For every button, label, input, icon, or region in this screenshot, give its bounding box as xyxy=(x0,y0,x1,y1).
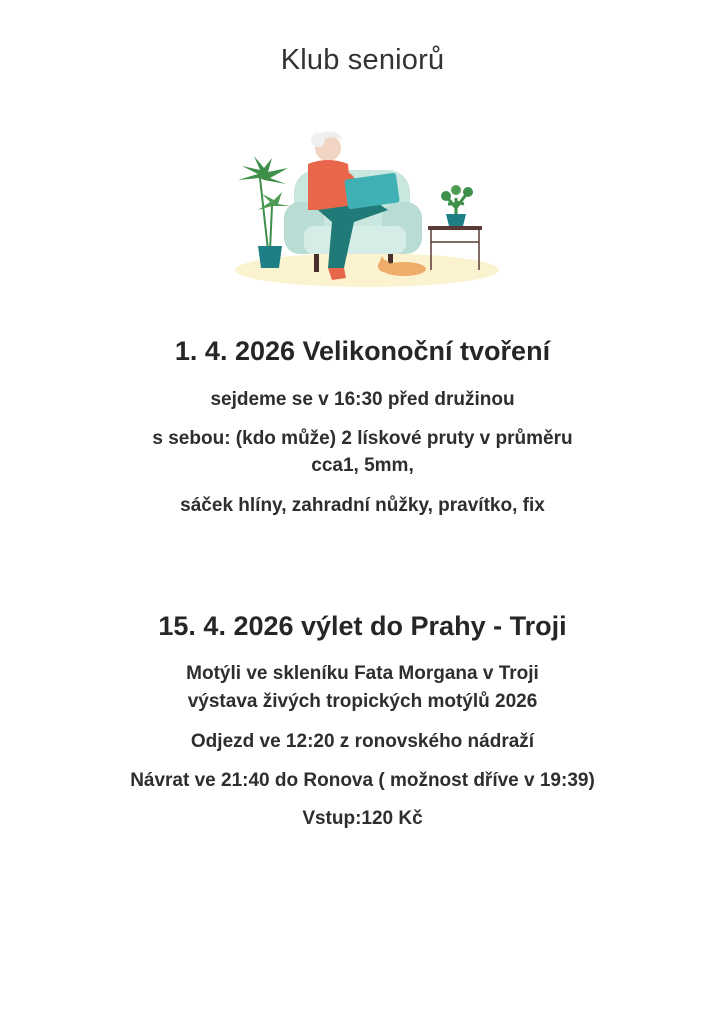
small-plant-icon xyxy=(441,185,473,226)
event1-line-supplies: sáček hlíny, zahradní nůžky, pravítko, fix xyxy=(180,495,545,516)
event2-line-admission: Vstup:120 Kč xyxy=(302,808,423,829)
event1-line-meeting: sejdeme se v 16:30 před družinou xyxy=(210,389,515,410)
event2-heading: 15. 4. 2026 výlet do Prahy - Troji xyxy=(158,611,567,641)
event2-line-return: Návrat ve 21:40 do Ronova ( možnost dříve v 19:39) xyxy=(130,770,595,791)
senior-woman-laptop-illustration xyxy=(232,118,502,290)
event1-line-diameter: cca1, 5mm, xyxy=(311,455,414,476)
tall-plant-icon xyxy=(238,156,290,268)
event2-line-exhibition: výstava živých tropických motýlů 2026 xyxy=(187,691,538,712)
page-title: Klub seniorů xyxy=(280,44,445,76)
event1-heading: 1. 4. 2026 Velikonoční tvoření xyxy=(174,336,551,366)
event1-line-bring: s sebou: (kdo může) 2 lískové pruty v průměru xyxy=(152,428,573,449)
event2-line-departure: Odjezd ve 12:20 z ronovského nádraží xyxy=(190,731,535,752)
event2-line-venue: Motýli ve skleníku Fata Morgana v Troji xyxy=(186,663,539,684)
